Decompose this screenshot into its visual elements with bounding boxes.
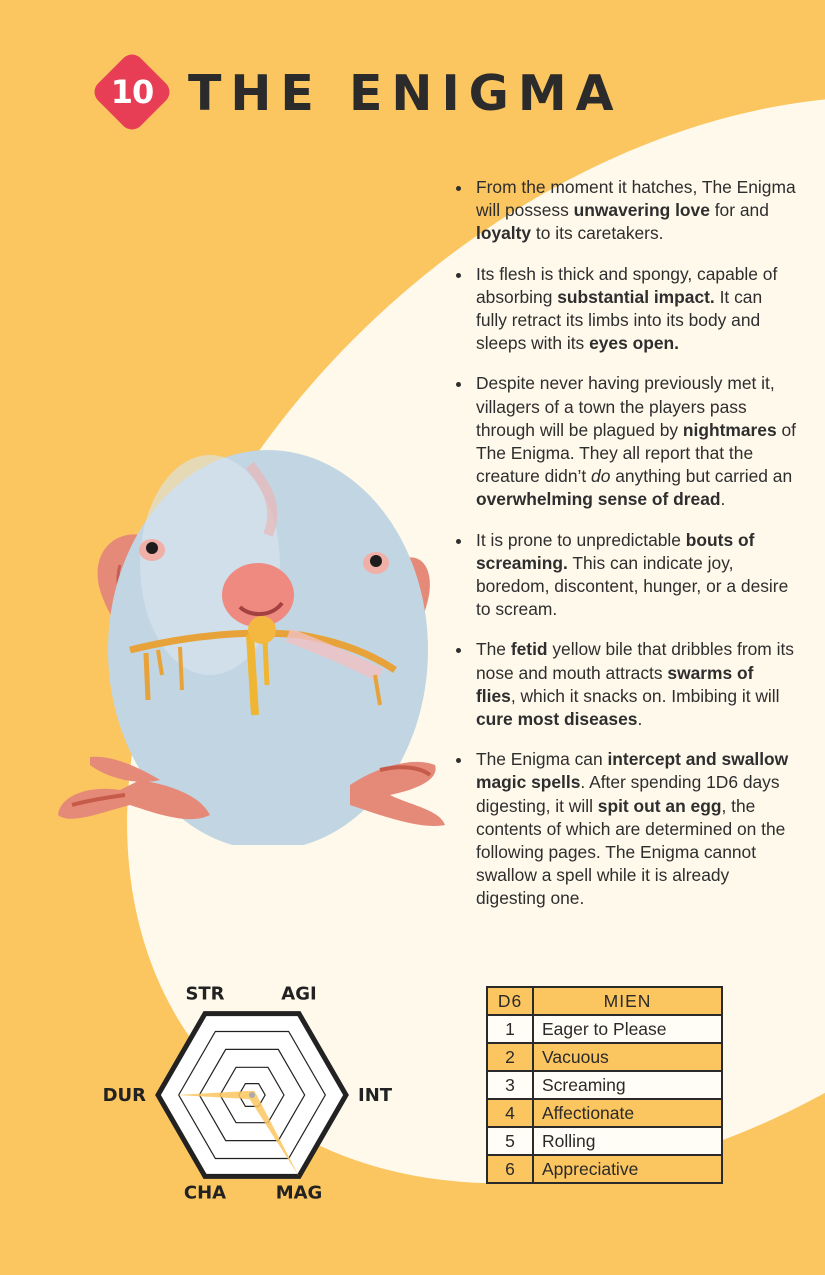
bullet-item [452,176,797,246]
mien-table [486,986,723,1184]
mien-result: Rolling [533,1127,722,1155]
text-run: anything but carried an [610,466,793,487]
text-run: It can fully retract its limbs into its body and sleeps with its [476,286,763,354]
bullet-item [452,748,797,910]
bold-phrase: bouts of screaming. [476,529,755,573]
table-row [487,1127,722,1155]
bold-phrase: swarms of flies [476,662,754,706]
text-run: of The Enigma. They all report that the creature didn’t [476,419,796,487]
text-run: for and [709,200,769,221]
entry-number: 10 [110,73,154,111]
roll-number: 1 [487,1015,533,1043]
text-run: Its flesh is thick and spongy, capable of absorbing [476,263,778,307]
roll-number: 6 [487,1155,533,1183]
text-run: . [720,489,726,510]
roll-number: 5 [487,1127,533,1155]
bold-phrase: spit out an egg [597,795,722,816]
stat-label-dur: DUR [102,1085,146,1106]
column-header-mien: MIEN [533,987,722,1015]
text-run: Despite never having previously met it, villagers of a town the players pass through will be plagued by [476,373,775,440]
stat-label-str: STR [185,985,225,1005]
bold-phrase: cure most diseases [476,709,638,730]
text-run: , which it snacks on. Imbibing it will [510,685,780,706]
text-run: . After spending 1D6 days digesting, it will [476,772,780,816]
bullet-item [452,529,797,622]
bold-phrase: unwavering love [573,200,710,221]
page-title: THE ENIGMA [188,65,623,122]
stat-label-cha: CHA [183,1182,227,1204]
column-header-d6: D6 [487,987,533,1015]
roll-number: 3 [487,1071,533,1099]
roll-number: 4 [487,1099,533,1127]
enigma-creature-illustration [50,385,450,845]
text-run: yellow bile that dribbles from its nose and mouth attracts [476,639,794,683]
mien-result: Eager to Please [533,1015,722,1043]
text-run: The [476,639,511,660]
bullet-item [452,638,797,731]
text-run: . [637,709,643,730]
stat-label-agi: AGI [281,985,317,1005]
mien-result: Vacuous [533,1043,722,1071]
stat-label-int: INT [358,1085,393,1106]
roll-number: 2 [487,1043,533,1071]
table-row [487,1015,722,1043]
text-run: It is prone to unpredictable [476,529,686,550]
stat-radar [100,985,400,1205]
table-header-row [487,987,722,1015]
bold-phrase: fetid [510,639,548,660]
bold-phrase: loyalty [476,223,532,244]
mien-result: Appreciative [533,1155,722,1183]
bold-phrase: overwhelming sense of dread [476,489,721,510]
table-row [487,1071,722,1099]
bold-phrase: substantial impact. [557,286,715,307]
number-badge [88,48,176,136]
table-row [487,1155,722,1183]
mien-result: Affectionate [533,1099,722,1127]
bullet-item [452,263,797,356]
table-row [487,1043,722,1071]
text-run: , the contents of which are determined on the following pages. The Enigma cannot swallow a spell while it is already digesting one. [476,795,786,909]
bullet-item [452,372,797,511]
italic-phrase: do [591,466,611,487]
text-run: From the moment it hatches, The Enigma will possess [476,177,796,221]
radar-center [249,1092,255,1098]
text-run: to its caretakers. [531,223,664,244]
stat-label-mag: MAG [275,1182,323,1204]
mien-result: Screaming [533,1071,722,1099]
bold-phrase: nightmares [682,419,777,440]
text-run: The Enigma can [476,749,608,770]
description-list [452,176,797,928]
table-row [487,1099,722,1127]
text-run: This can indicate joy, boredom, discontent, hunger, or a desire to scream. [476,552,789,620]
bold-phrase: eyes open. [589,333,679,354]
bold-phrase: intercept and swallow magic spells [476,749,789,793]
